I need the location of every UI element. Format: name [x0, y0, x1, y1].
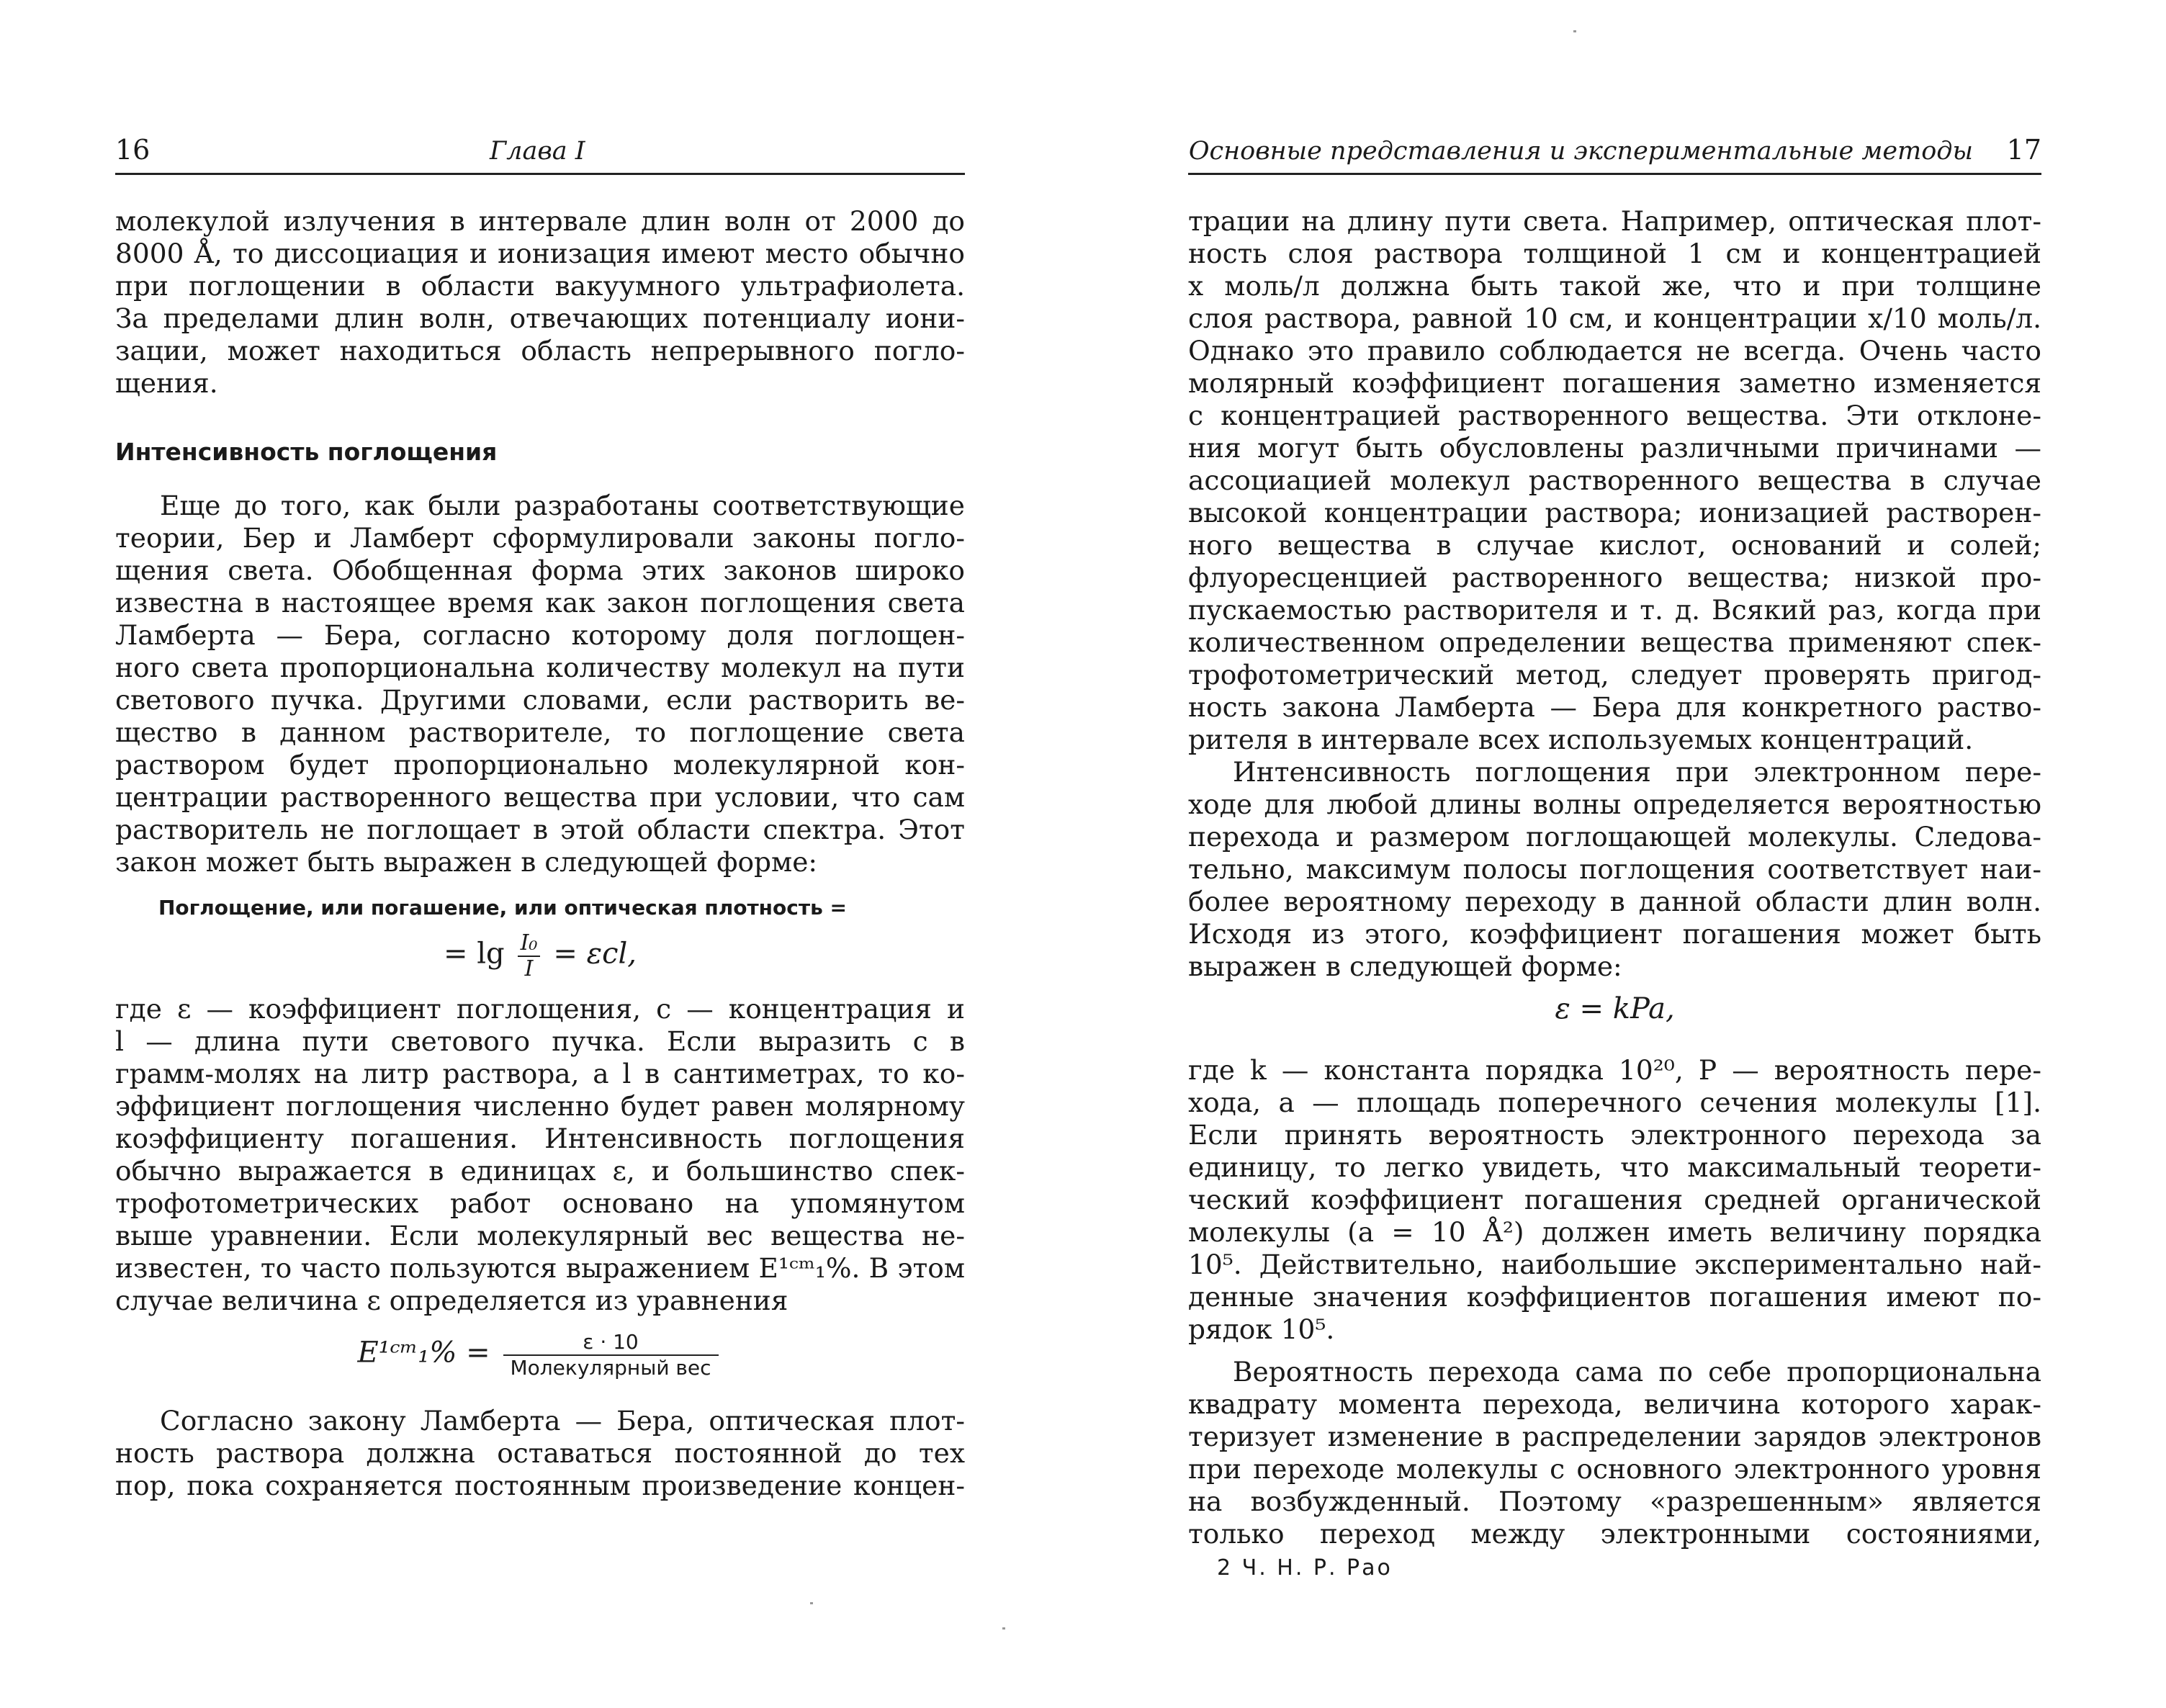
text-line: Ламберта — Бера, согласно которому доля поглощен- [115, 619, 965, 651]
text-line: светового пучка. Другими словами, если растворить ве- [115, 684, 965, 716]
text-line: обычно выражается в единицах ε, и большинство спек- [115, 1155, 965, 1187]
formula-2-lhs: E¹ᶜᵐ₁% = [357, 1336, 490, 1370]
text-line: грамм-молях на литр раствора, а l в сантиметрах, то ко- [115, 1058, 965, 1089]
right-paragraph-3 [1188, 1054, 2041, 1346]
text-line: где k — константа порядка 10²⁰, P — вероятность пере- [1188, 1054, 2041, 1086]
text-line: трофотометрический метод, следует проверять пригод- [1188, 659, 2041, 691]
text-line: слоя раствора, равной 10 см, и концентрации x/10 моль/л. [1188, 302, 2041, 334]
text-line: рителя в интервале всех используемых концентраций. [1188, 724, 1974, 755]
text-line: ния могут быть обусловлены различными причинами — [1188, 432, 2041, 464]
text-line: при переходе молекулы с основного электронного уровня [1188, 1453, 2041, 1485]
formula-3 [1188, 993, 2041, 1025]
text-line: Исходя из этого, коэффициент погашения может быть [1188, 918, 2041, 950]
text-line: Интенсивность поглощения при электронном пере- [1233, 756, 2041, 788]
formula-1-prefix: = lg [444, 937, 505, 971]
text-line: Однако это правило соблюдается не всегда. Очень часто [1188, 335, 2041, 367]
text-line: молекулы (a = 10 Å²) должен иметь величину порядка [1188, 1216, 2041, 1248]
formula-1-suffix: = εcl, [553, 937, 637, 971]
text-line: За пределами длин волн, отвечающих потенциалу иони- [115, 302, 965, 334]
formula-1-fraction [518, 931, 541, 981]
text-line: случае величина ε определяется из уравнения [115, 1285, 788, 1316]
text-line: 8000 Å, то диссоциация и ионизация имеют место обычно [115, 238, 965, 269]
text-line: тельно, максимум полосы поглощения соответствует наи- [1188, 853, 2041, 885]
text-line: молярный коэффициент погашения заметно изменяется [1188, 367, 2041, 399]
text-line: щения. [115, 367, 218, 399]
text-line: денные значения коэффициентов погашения имеют по- [1188, 1281, 2041, 1313]
text-line: Вероятность перехода сама по себе пропорциональна [1233, 1356, 2041, 1388]
text-line: высокой концентрации раствора; ионизацией растворен- [1188, 497, 2041, 529]
text-line: более вероятному переходу в данной области длин волн. [1188, 886, 2041, 917]
text-line: молекулой излучения в интервале длин волн от 2000 до [115, 205, 965, 237]
text-line: количественном определении вещества применяют спек- [1188, 626, 2041, 658]
text-line: хода, a — площадь поперечного сечения молекулы [1]. [1188, 1087, 2041, 1118]
formula-2-numerator: ε · 10 [503, 1330, 719, 1356]
left-paragraph-4 [115, 1405, 965, 1502]
formula-1-caption: Поглощение, или погашение, или оптическая плотность = [158, 896, 847, 920]
text-line: закон может быть выражен в следующей форме: [115, 846, 818, 878]
scan-speck [810, 1602, 813, 1604]
signature-mark: 2 Ч. Н. Р. Рао [1217, 1555, 1393, 1581]
right-paragraph-2 [1188, 756, 2041, 983]
formula-2-fraction [503, 1330, 719, 1380]
text-line: на возбужденный. Поэтому «разрешенным» является [1188, 1485, 2041, 1517]
text-line: центрации растворенного вещества при условии, что сам [115, 781, 965, 813]
left-page-header [115, 130, 965, 175]
formula-2 [115, 1330, 965, 1380]
right-paragraph-1 [1188, 205, 2041, 756]
text-line: трофотометрических работ основано на упомянутом [115, 1187, 965, 1219]
left-page [115, 0, 965, 1708]
text-line: эффициент поглощения численно будет равен молярному [115, 1090, 965, 1122]
text-line: щество в данном растворителе, то поглощение света [115, 716, 965, 748]
scan-speck [1002, 1627, 1005, 1630]
text-line: ного вещества в случае кислот, оснований и солей; [1188, 529, 2041, 561]
right-paragraph-4 [1188, 1356, 2041, 1550]
text-line: пускаемостью растворителя и т. д. Всякий раз, когда при [1188, 594, 2041, 626]
text-line: только переход между электронными состояниями, [1188, 1518, 2041, 1550]
text-line: известна в настоящее время как закон поглощения света [115, 587, 965, 619]
left-paragraph-3 [115, 993, 965, 1317]
right-page-number: 17 [2006, 134, 2041, 166]
right-page [1188, 0, 2041, 1708]
text-line: теории, Бер и Ламберт сформулировали законы погло- [115, 522, 965, 554]
text-line: теризует изменение в распределении зарядов электронов [1188, 1421, 2041, 1452]
text-line: ческий коэффициент погашения средней органической [1188, 1184, 2041, 1215]
formula-1-denominator: I [524, 956, 534, 981]
text-line: трации на длину пути света. Например, оптическая плот- [1188, 205, 2041, 237]
right-page-body [1188, 205, 2041, 1550]
formula-1-numerator: I₀ [518, 931, 541, 957]
text-line: выражен в следующей форме: [1188, 950, 1622, 982]
text-line: флуоресценцией растворенного вещества; низкой про- [1188, 562, 2041, 593]
text-line: ность слоя раствора толщиной 1 см и концентрацией [1188, 238, 2041, 269]
text-line: l — длина пути светового пучка. Если выразить c в [115, 1025, 965, 1057]
text-line: квадрату момента перехода, величина которого харак- [1188, 1388, 2041, 1420]
text-line: ходе для любой длины волны определяется вероятностью [1188, 788, 2041, 820]
text-line: Согласно закону Ламберта — Бера, оптическая плот- [160, 1405, 965, 1437]
text-line: Если принять вероятность электронного перехода за [1188, 1119, 2041, 1151]
text-line: коэффициенту погашения. Интенсивность поглощения [115, 1123, 965, 1154]
scan-speck [1573, 30, 1576, 32]
left-page-body [115, 205, 965, 1502]
text-line: известен, то часто пользуются выражением E¹ᶜᵐ₁%. В этом [115, 1252, 965, 1284]
formula-3-text: ε = kPa, [1555, 992, 1675, 1025]
left-paragraph-2 [115, 490, 965, 878]
formula-1 [115, 931, 965, 981]
text-line: где ε — коэффициент поглощения, c — концентрация и [115, 993, 965, 1025]
formula-2-denominator: Молекулярный вес [510, 1356, 711, 1380]
text-line: 10⁵. Действительно, наибольшие экспериментально най- [1188, 1249, 2041, 1280]
text-line: перехода и размером поглощающей молекулы. Следова- [1188, 821, 2041, 853]
section-heading: Интенсивность поглощения [115, 438, 498, 466]
text-line: пор, пока сохраняется постоянным произведение концен- [115, 1470, 965, 1501]
text-line: растворитель не поглощает в этой области спектра. Этот [115, 814, 965, 845]
right-running-head: Основные представления и экспериментальные методы [1188, 137, 1973, 166]
text-line: с концентрацией растворенного вещества. Эти отклоне- [1188, 400, 2041, 431]
text-line: рядок 10⁵. [1188, 1313, 1335, 1345]
text-line: выше уравнении. Если молекулярный вес вещества не- [115, 1220, 965, 1251]
text-line: щения света. Обобщенная форма этих законов широко [115, 554, 965, 586]
text-line: зации, может находиться область непрерывного погло- [115, 335, 965, 367]
left-page-number: 16 [115, 134, 150, 166]
text-line: ассоциацией молекул растворенного вещества в случае [1188, 464, 2041, 496]
left-running-head: Глава I [490, 137, 585, 166]
text-line: ность раствора должна оставаться постоянной до тех [115, 1437, 965, 1469]
text-line: при поглощении в области вакуумного ультрафиолета. [115, 270, 965, 302]
right-page-header [1188, 130, 2041, 175]
text-line: единицу, то легко увидеть, что максимальный теорети- [1188, 1151, 2041, 1183]
text-line: ность закона Ламберта — Бера для конкретного раство- [1188, 691, 2041, 723]
text-line: x моль/л должна быть такой же, что и при толщине [1188, 270, 2041, 302]
text-line: ного света пропорциональна количеству молекул на пути [115, 652, 965, 683]
text-line: раствором будет пропорционально молекулярной кон- [115, 749, 965, 781]
text-line: Еще до того, как были разработаны соответствующие [160, 490, 965, 521]
left-paragraph-1 [115, 205, 965, 400]
